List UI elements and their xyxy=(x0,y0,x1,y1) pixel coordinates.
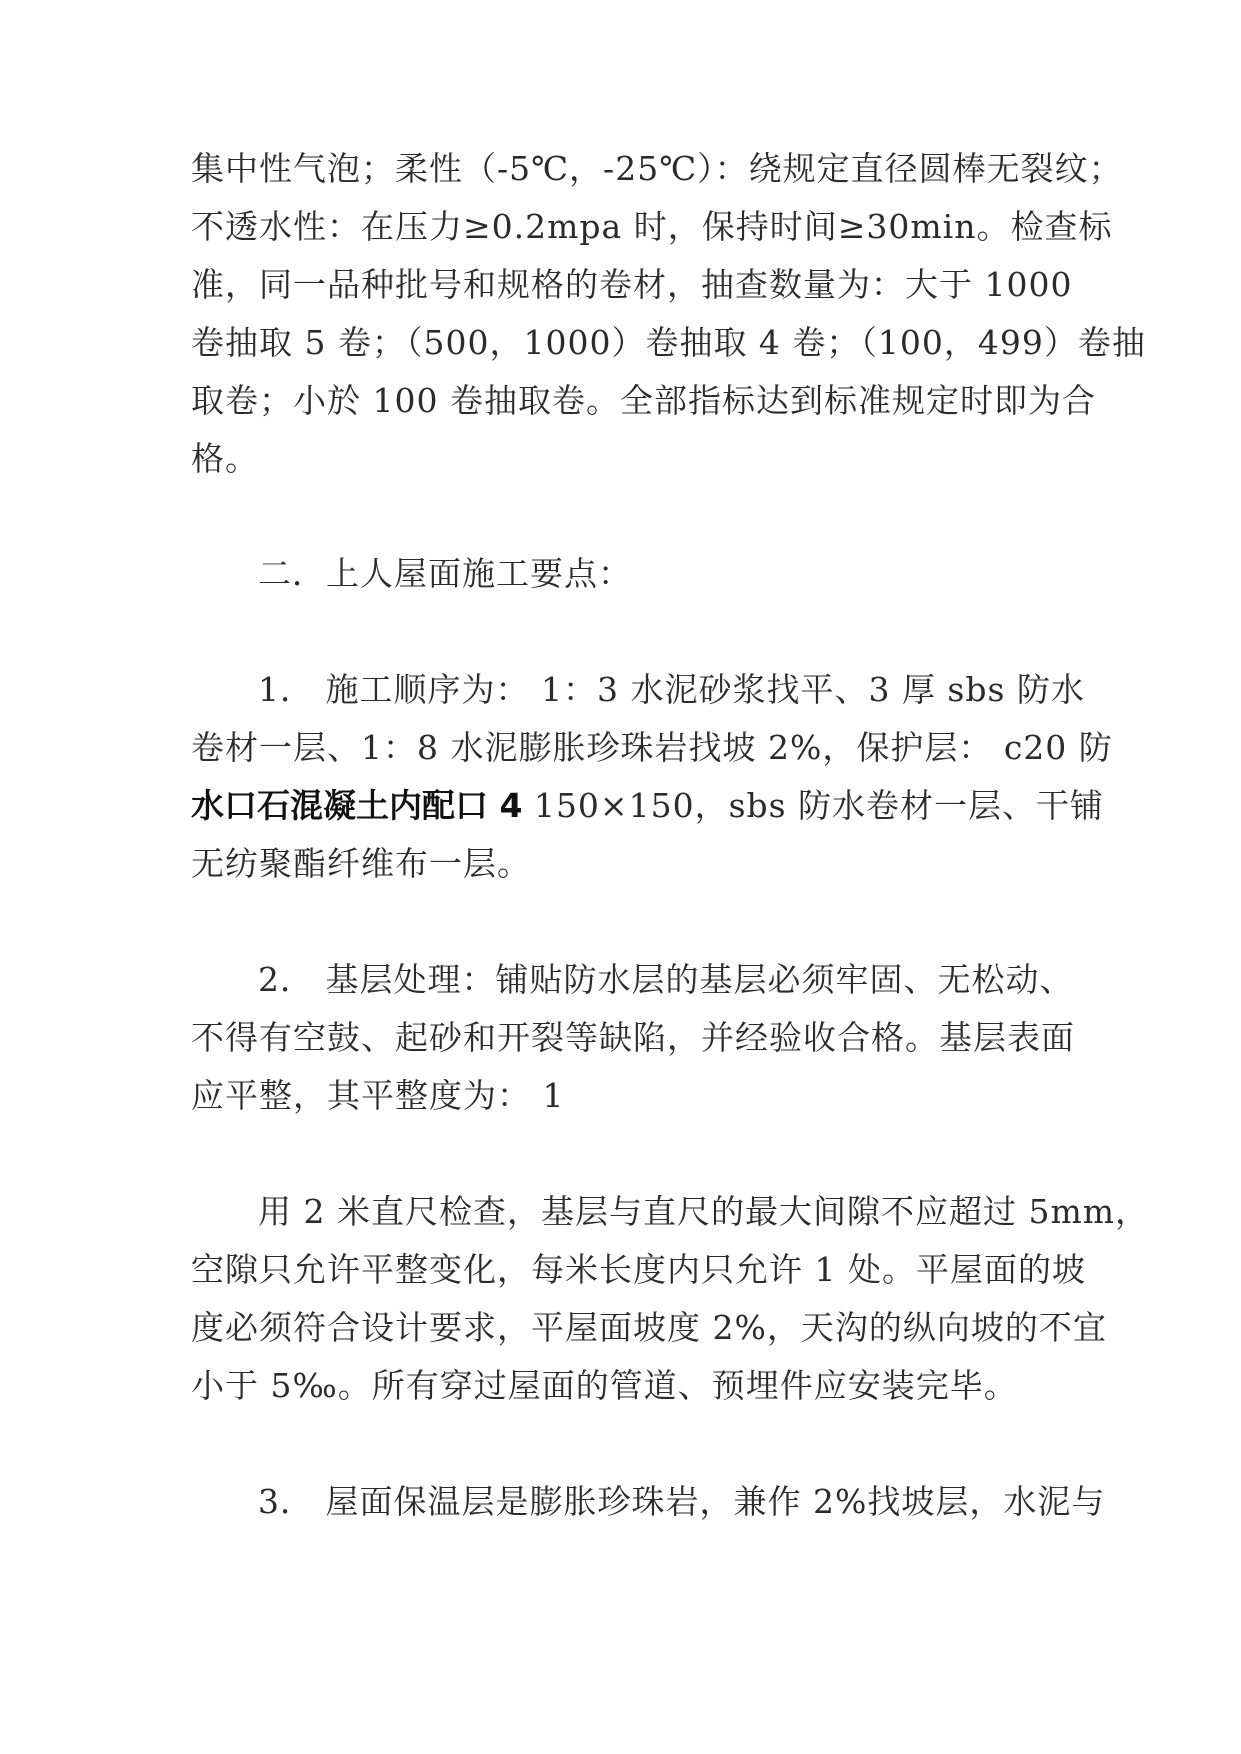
body-line: 不透水性：在压力≥0.2mpa 时，保持时间≥30min。检查标 xyxy=(191,207,1113,246)
body-line: 无纺聚酯纤维布一层。 xyxy=(191,844,531,883)
body-line: 度必须符合设计要求，平屋面坡度 2%，天沟的纵向坡的不宜 xyxy=(191,1308,1107,1347)
body-line: 准，同一品种批号和规格的卷材，抽查数量为：大于 1000 xyxy=(191,265,1073,304)
body-line: 2． 基层处理：铺贴防水层的基层必须牢固、无松动、 xyxy=(258,960,1074,999)
body-line: 集中性气泡；柔性（-5℃，-25℃）：绕规定直径圆棒无裂纹； xyxy=(191,149,1123,188)
body-line: 应平整，其平整度为： 1 xyxy=(191,1076,565,1115)
body-line: 小于 5‰。所有穿过屋面的管道、预埋件应安装完毕。 xyxy=(191,1366,1018,1405)
body-line: 格。 xyxy=(191,439,259,478)
body-line: 卷抽取 5 卷；（500，1000）卷抽取 4 卷；（100，499）卷抽 xyxy=(191,323,1146,362)
body-line: 不得有空鼓、起砂和开裂等缺陷，并经验收合格。基层表面 xyxy=(191,1018,1075,1057)
body-text-run: 150×150，sbs 防水卷材一层、干铺 xyxy=(522,786,1105,825)
bold-text-run: 水口石混凝土内配口 4 xyxy=(191,786,523,825)
body-line: 取卷；小於 100 卷抽取卷。全部指标达到标准规定时即为合 xyxy=(191,381,1096,420)
body-line: 用 2 米直尺检查，基层与直尺的最大间隙不应超过 5mm， xyxy=(258,1192,1150,1231)
body-line xyxy=(191,786,1104,826)
body-line: 空隙只允许平整变化，每米长度内只允许 1 处。平屋面的坡 xyxy=(191,1250,1086,1289)
body-line: 3． 屋面保温层是膨胀珍珠岩，兼作 2%找坡层，水泥与 xyxy=(258,1482,1106,1521)
body-line: 卷材一层、1：8 水泥膨胀珍珠岩找坡 2%，保护层： c20 防 xyxy=(191,728,1113,767)
body-line: 1． 施工顺序为： 1：3 水泥砂浆找平、3 厚 sbs 防水 xyxy=(258,670,1085,709)
section-heading: 二．上人屋面施工要点： xyxy=(258,554,632,593)
